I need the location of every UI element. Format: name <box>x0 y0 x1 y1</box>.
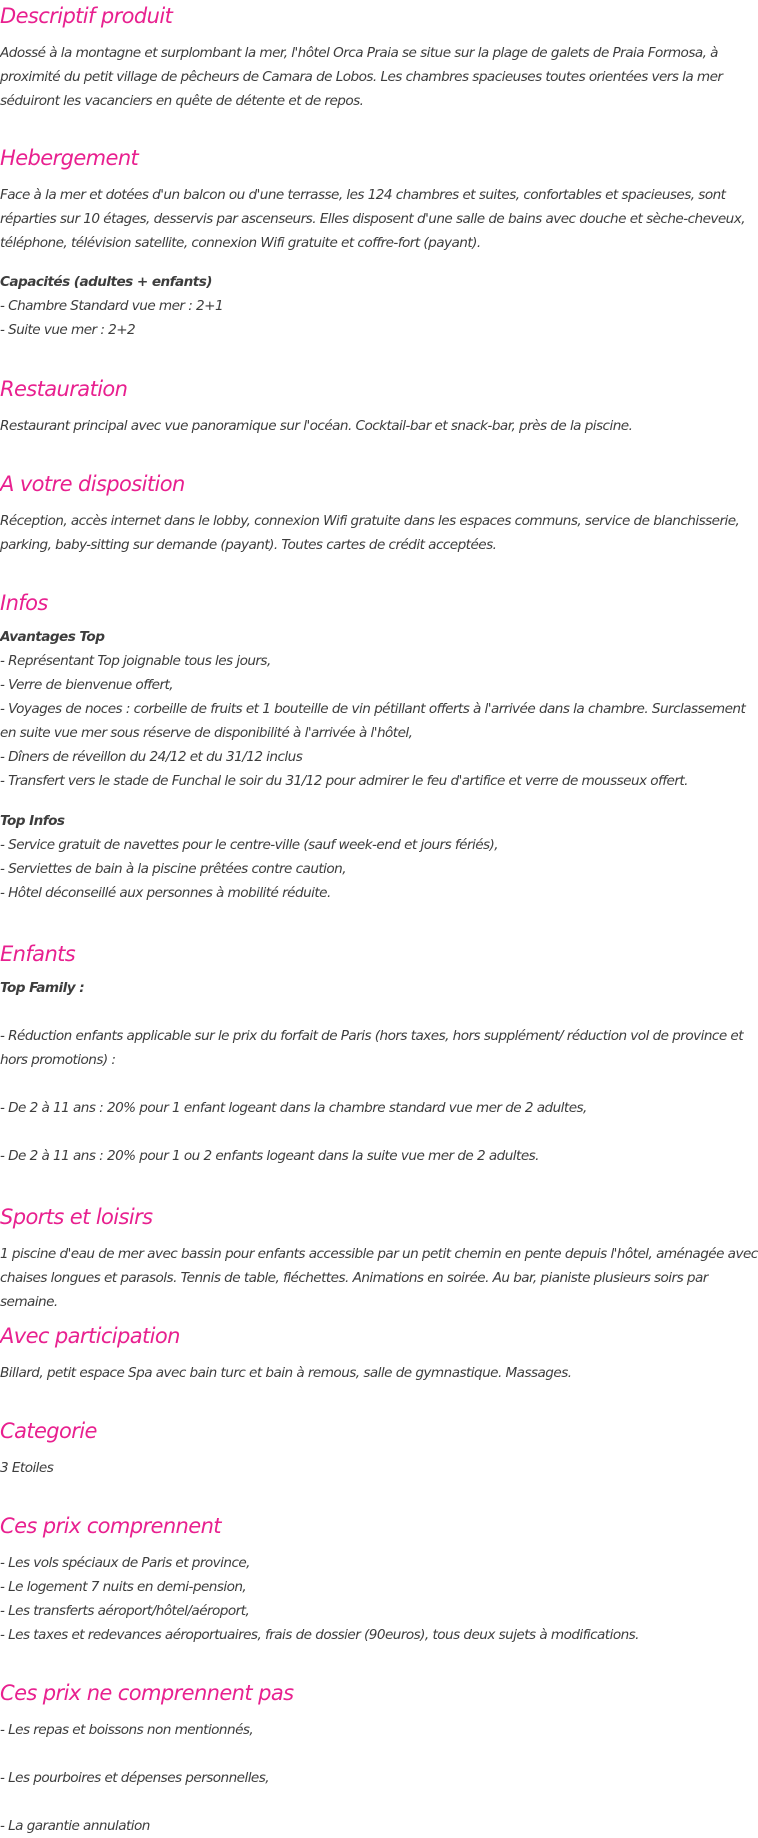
advantage-item: - Dîners de réveillon du 24/12 et du 31/12 inclus <box>0 749 303 765</box>
advantage-item: - Voyages de noces : corbeille de fruits et 1 bouteille de vin pétillant offerts à l'arrivée dans la chambre. Surclassement en suite vue mer sous réserve de disponibilité à l'arrivée à l'hôtel, <box>0 701 746 741</box>
top-infos-heading: Top Infos <box>0 813 65 829</box>
excluded-item: - Les pourboires et dépenses personnelles, <box>0 1770 270 1786</box>
capacity-item: - Suite vue mer : 2+2 <box>0 322 136 338</box>
section-categorie <box>0 1417 758 1480</box>
advantage-item: - Représentant Top joignable tous les jours, <box>0 653 271 669</box>
section-title: A votre disposition <box>0 472 185 496</box>
section-restauration <box>0 375 758 438</box>
section-text: Restaurant principal avec vue panoramique sur l'océan. Cocktail-bar et snack-bar, près de la piscine. <box>0 418 633 434</box>
section-title: Ces prix ne comprennent pas <box>0 1681 294 1705</box>
section-title: Categorie <box>0 1419 97 1443</box>
section-title: Infos <box>0 591 48 615</box>
section-infos <box>0 589 758 905</box>
excluded-item: - Les repas et boissons non mentionnés, <box>0 1722 254 1738</box>
section-sports <box>0 1203 758 1314</box>
section-descriptif <box>0 2 758 113</box>
top-info-item: - Serviettes de bain à la piscine prêtées contre caution, <box>0 861 347 877</box>
category-value: 3 Etoiles <box>0 1460 54 1476</box>
advantages-heading: Avantages Top <box>0 629 105 645</box>
section-title: Hebergement <box>0 146 139 170</box>
included-item: - Les taxes et redevances aéroportuaires, frais de dossier (90euros), tous deux sujets à modifications. <box>0 1627 639 1643</box>
section-title: Restauration <box>0 377 128 401</box>
advantage-item: - Transfert vers le stade de Funchal le soir du 31/12 pour admirer le feu d'artifice et verre de mousseux offert. <box>0 773 688 789</box>
section-text: 1 piscine d'eau de mer avec bassin pour enfants accessible par un petit chemin en pente depuis l'hôtel, aménagée avec chaises longues et parasols. Tennis de table, fléchettes. Animations en soirée. Au bar, pianiste plusieurs soirs par semaine. <box>0 1246 758 1310</box>
top-info-item: - Hôtel déconseillé aux personnes à mobilité réduite. <box>0 885 331 901</box>
section-title: Ces prix comprennent <box>0 1514 221 1538</box>
children-item: - De 2 à 11 ans : 20% pour 1 enfant logeant dans la chambre standard vue mer de 2 adultes, <box>0 1100 587 1116</box>
section-disposition <box>0 470 758 557</box>
children-item: - De 2 à 11 ans : 20% pour 1 ou 2 enfants logeant dans la suite vue mer de 2 adultes. <box>0 1148 539 1164</box>
section-text: Adossé à la montagne et surplombant la mer, l'hôtel Orca Praia se situe sur la plage de galets de Praia Formosa, à proximité du petit village de pêcheurs de Camara de Lobos. Les chambres spacieuses toutes orientées vers la mer séduiront les vacanciers en quête de détente et de repos. <box>0 45 723 109</box>
section-title: Sports et loisirs <box>0 1205 153 1229</box>
included-item: - Les transferts aéroport/hôtel/aéroport, <box>0 1603 250 1619</box>
section-text: Réception, accès internet dans le lobby, connexion Wifi gratuite dans les espaces communs, service de blanchisserie, parking, baby-sitting sur demande (payant). Toutes cartes de crédit acceptées. <box>0 513 740 553</box>
capacities-heading: Capacités (adultes + enfants) <box>0 274 212 290</box>
section-text: Face à la mer et dotées d'un balcon ou d'une terrasse, les 124 chambres et suites, confortables et spacieuses, sont réparties sur 10 étages, desservis par ascenseurs. Elles disposent d'une salle de bains avec douche et sèche-cheveux, téléphone, télévision satellite, connexion Wifi gratuite et coffre-fort (payant). <box>0 187 746 251</box>
capacity-item: - Chambre Standard vue mer : 2+1 <box>0 298 224 314</box>
family-heading: Top Family : <box>0 980 85 996</box>
section-enfants <box>0 940 758 1168</box>
section-text: Billard, petit espace Spa avec bain turc et bain à remous, salle de gymnastique. Massages. <box>0 1365 572 1381</box>
section-participation <box>0 1322 758 1385</box>
children-item: - Réduction enfants applicable sur le prix du forfait de Paris (hors taxes, hors supplément/ réduction vol de province et hors promotions) : <box>0 1028 744 1068</box>
section-title: Descriptif produit <box>0 4 173 28</box>
section-title: Enfants <box>0 942 76 966</box>
section-hebergement <box>0 144 758 342</box>
section-included <box>0 1512 758 1647</box>
top-info-item: - Service gratuit de navettes pour le centre-ville (sauf week-end et jours fériés), <box>0 837 499 853</box>
excluded-item: - La garantie annulation <box>0 1818 150 1834</box>
section-excluded <box>0 1679 758 1838</box>
included-item: - Les vols spéciaux de Paris et province, <box>0 1555 250 1571</box>
section-title: Avec participation <box>0 1324 180 1348</box>
advantage-item: - Verre de bienvenue offert, <box>0 677 174 693</box>
included-item: - Le logement 7 nuits en demi-pension, <box>0 1579 247 1595</box>
